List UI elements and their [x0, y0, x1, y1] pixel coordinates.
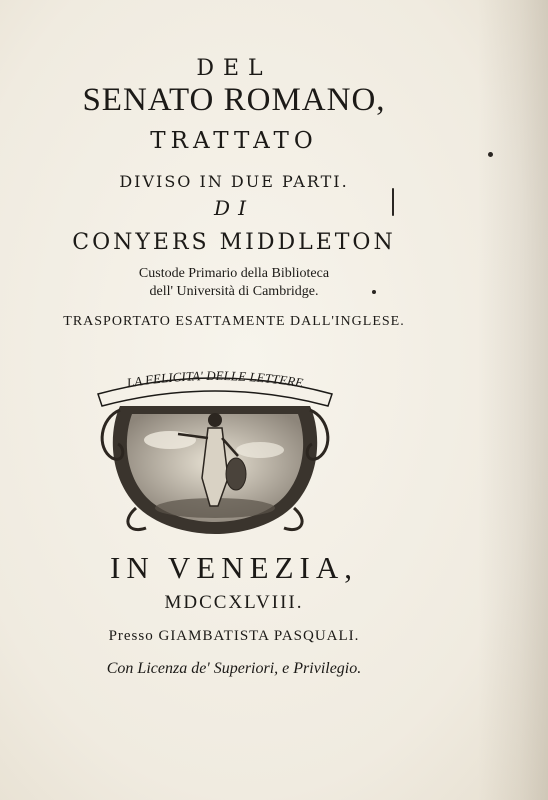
imprint-place: IN VENEZIA, — [110, 550, 358, 585]
author-name: CONYERS MIDDLETON — [72, 230, 396, 255]
license-line: Con Licenza de' Superiori, e Privilegio. — [106, 660, 362, 677]
imprint-year: MDCCXLVIII. — [164, 592, 304, 613]
main-title: SENATO ROMANO, — [82, 82, 386, 118]
parts-line: DIVISO IN DUE PARTI. — [119, 172, 349, 191]
emblem-motto: LA FELICITA' DELLE LETTERE — [125, 367, 305, 391]
subtitle: TRATTATO — [150, 128, 318, 154]
ink-spot — [372, 290, 376, 294]
title-line-del: DEL — [196, 56, 272, 81]
ink-spot — [488, 152, 493, 157]
author-role-line-2: dell' Università di Cambridge. — [149, 284, 319, 299]
printer-emblem-icon — [90, 358, 340, 536]
ink-stroke — [392, 188, 394, 216]
translation-note: TRASPORTATO ESATTAMENTE DALL'INGLESE. — [63, 314, 405, 329]
publisher: Presso GIAMBATISTA PASQUALI. — [108, 628, 360, 644]
page-edge-shadow — [478, 0, 548, 800]
author-role-line-1: Custode Primario della Biblioteca — [138, 266, 330, 281]
by-line: DI — [214, 196, 254, 220]
